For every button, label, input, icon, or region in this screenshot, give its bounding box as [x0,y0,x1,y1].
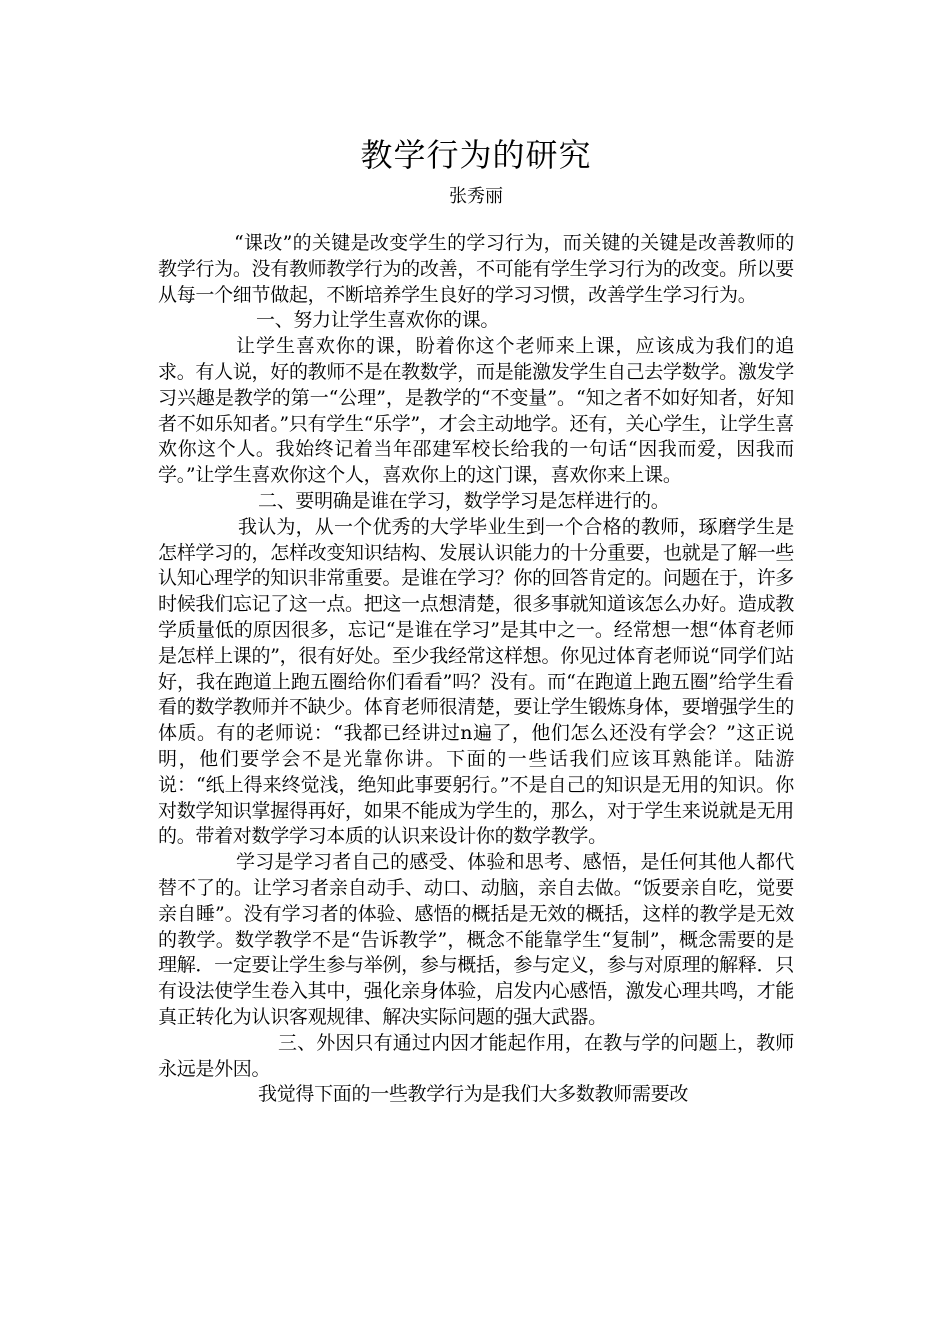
section-heading-3: 三、外因只有通过内因才能起作用，在教与学的问题上，教师永远是外因。 [158,1031,794,1080]
paragraph-section-2a: 我认为，从一个优秀的大学毕业生到一个合格的教师，琢磨学生是怎样学习的，怎样改变知识结构、发展认识能力的十分重要，也就是了解一些认知心理学的知识非常重要。是谁在学习？你的回答肯定的。问题在于，许多时候我们忘记了这一点。把这一点想清楚，很多事就知道该怎么办好。造成教学质量低的原因很多，忘记“是谁在学习”是其中之一。经常想一想“体育老师是怎样上课的”，很有好处。至少我经常这样想。你见过体育老师说“同学们站好，我在跑道上跑五圈给你们看看”吗？没有。而“在跑道上跑五圈”给学生看看的数学教师并不缺少。体育老师很清楚，要让学生锻炼身体，要增强学生的体质。有的老师说：“我都已经讲过n遍了，他们怎么还没有学会？”这正说明，他们要学会不是光靠你讲。下面的一些话我们应该耳熟能详。陆游说：“纸上得来终觉浅，绝知此事要躬行。”不是自己的知识是无用的知识。你对数学知识掌握得再好，如果不能成为学生的，那么，对于学生来说就是无用的。带着对数学学习本质的认识来设计你的数学教学。 [158,515,794,848]
document-body [158,231,794,1108]
section-heading-1: 一、努力让学生喜欢你的课。 [256,309,500,332]
paragraph-section-3: 我觉得下面的一些教学行为是我们大多数教师需要改 [258,1083,689,1106]
section-heading-2: 二、要明确是谁在学习，数学学习是怎样进行的。 [258,489,670,512]
document-author: 张秀丽 [449,186,503,207]
paragraph-section-2b: 学习是学习者自己的感受、体验和思考、感悟，是任何其他人都代替不了的。让学习者亲自动手、动口、动脑，亲自去做。“饭要亲自吃，觉要亲自睡”。没有学习者的体验、感悟的概括是无效的概括，这样的教学是无效的教学。数学教学不是“告诉教学”，概念不能靠学生“复制”，概念需要的是理解．一定要让学生参与举例，参与概括，参与定义，参与对原理的解释．只有设法使学生卷入其中，强化亲身体验，启发内心感悟，激发心理共鸣，才能真正转化为认识客观规律、解决实际问题的强大武器。 [158,851,794,1028]
document-title: 教学行为的研究 [360,136,592,174]
paragraph-section-1: 让学生喜欢你的课，盼着你这个老师来上课，应该成为我们的追求。有人说，好的教师不是在教数学，而是能激发学生自己去学数学。激发学习兴趣是教学的第一“公理”，是教学的“不变量”。“知之者不如好知者，好知者不如乐知者。”只有学生“乐学”，才会主动地学。还有，关心学生，让学生喜欢你这个人。我始终记着当年邵建军校长给我的一句话“因我而爱，因我而学。”让学生喜欢你这个人，喜欢你上的这门课，喜欢你来上课。 [158,335,794,487]
paragraph-intro: “课改”的关键是改变学生的学习行为，而关键的关键是改善教师的教学行为。没有教师教学行为的改善，不可能有学生学习行为的改变。所以要从每一个细节做起，不断培养学生良好的学习习惯，改善学生学习行为。 [158,232,794,306]
